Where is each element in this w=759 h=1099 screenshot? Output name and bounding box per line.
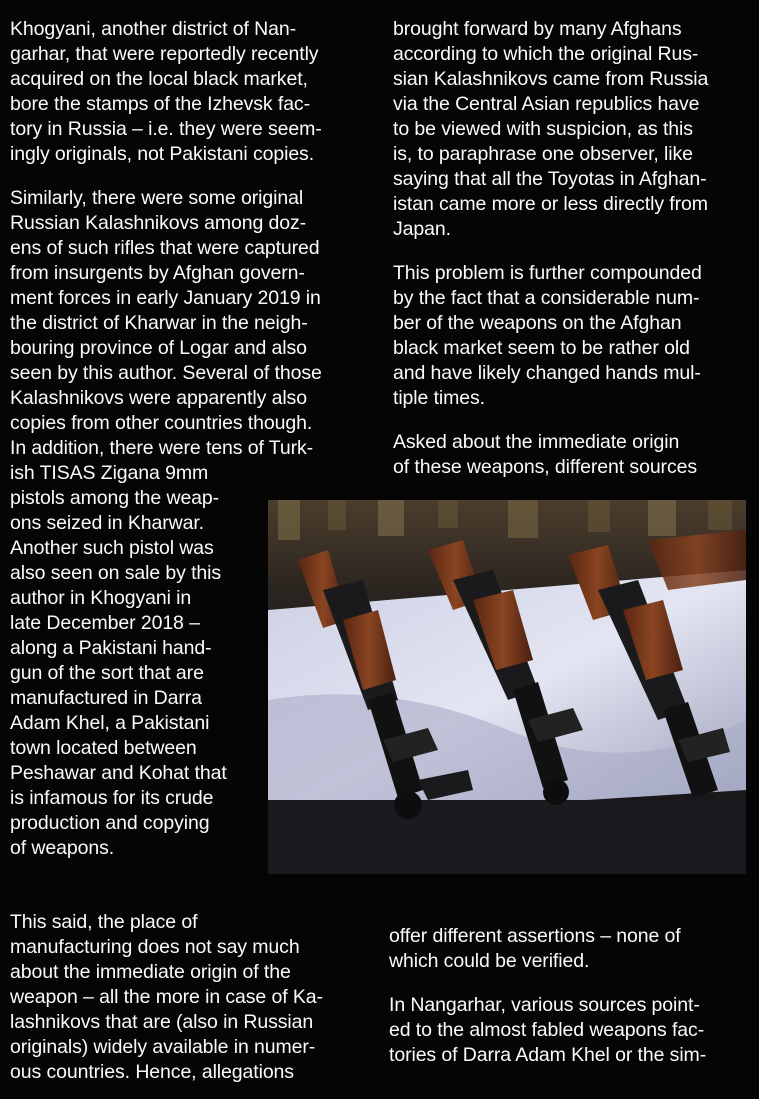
text-line: originals) widely available in numer-	[10, 1036, 316, 1058]
rifles-photo	[268, 500, 746, 874]
text-line: seen by this author. Several of those	[10, 362, 322, 384]
text-line: pistols among the weap-	[10, 487, 220, 509]
text-line: to be viewed with suspicion, as this	[393, 118, 693, 140]
text-line: offer different assertions – none of	[389, 925, 681, 947]
text-line: late December 2018 –	[10, 612, 200, 634]
text-line: tiple times.	[393, 387, 485, 409]
text-line: brought forward by many Afghans	[393, 18, 682, 40]
text-line: black market seem to be rather old	[393, 337, 690, 359]
text-line: Khogyani, another district of Nan-	[10, 18, 297, 40]
text-line: Adam Khel, a Pakistani	[10, 712, 210, 734]
text-line: which could be verified.	[389, 950, 590, 972]
text-line: Similarly, there were some original	[10, 187, 304, 209]
text-line: ons seized in Kharwar.	[10, 512, 204, 534]
text-line: and have likely changed hands mul-	[393, 362, 701, 384]
text-line: by the fact that a considerable num-	[393, 287, 700, 309]
text-line: tory in Russia – i.e. they were seem-	[10, 118, 322, 140]
text-line: according to which the original Rus-	[393, 43, 699, 65]
text-line: is, to paraphrase one observer, like	[393, 143, 693, 165]
text-line: is infamous for its crude	[10, 787, 214, 809]
text-line: bore the stamps of the Izhevsk fac-	[10, 93, 310, 115]
text-line: lashnikovs that are (also in Russian	[10, 1011, 314, 1033]
text-line: about the immediate origin of the	[10, 961, 291, 983]
seized-kalashnikov-rifles-icon	[268, 500, 746, 874]
text-line: bouring province of Logar and also	[10, 337, 307, 359]
text-line: saying that all the Toyotas in Afghan-	[393, 168, 707, 190]
text-line: garhar, that were reportedly recently	[10, 43, 319, 65]
text-line: ous countries. Hence, allegations	[10, 1061, 294, 1083]
text-line: Peshawar and Kohat that	[10, 762, 227, 784]
text-line: ens of such rifles that were captured	[10, 237, 320, 259]
text-line: copies from other countries though.	[10, 412, 313, 434]
text-line: author in Khogyani in	[10, 587, 192, 609]
text-line: Asked about the immediate origin	[393, 431, 680, 453]
text-line: ed to the almost fabled weapons fac-	[389, 1019, 705, 1041]
text-line: In addition, there were tens of Turk-	[10, 437, 314, 459]
text-line: sian Kalashnikovs came from Russia	[393, 68, 709, 90]
text-line: production and copying	[10, 812, 210, 834]
text-line: acquired on the local black market,	[10, 68, 308, 90]
text-line: gun of the sort that are	[10, 662, 204, 684]
text-line: ingly originals, not Pakistani copies.	[10, 143, 315, 165]
text-line: of these weapons, different sources	[393, 456, 697, 478]
text-line: also seen on sale by this	[10, 562, 222, 584]
text-line: the district of Kharwar in the neigh-	[10, 312, 308, 334]
text-line: weapon – all the more in case of Ka-	[10, 986, 323, 1008]
text-line: Japan.	[393, 218, 451, 240]
text-line: ment forces in early January 2019 in	[10, 287, 321, 309]
text-line: This problem is further compounded	[393, 262, 702, 284]
text-line: manufacturing does not say much	[10, 936, 300, 958]
text-line: ish TISAS Zigana 9mm	[10, 462, 209, 484]
text-line: along a Pakistani hand-	[10, 637, 212, 659]
text-line: istan came more or less directly from	[393, 193, 708, 215]
text-line: ber of the weapons on the Afghan	[393, 312, 682, 334]
text-line: In Nangarhar, various sources point-	[389, 994, 700, 1016]
text-line: via the Central Asian republics have	[393, 93, 700, 115]
text-line: Kalashnikovs were apparently also	[10, 387, 307, 409]
text-line: tories of Darra Adam Khel or the sim-	[389, 1044, 707, 1066]
text-line: of weapons.	[10, 837, 115, 859]
text-line: Russian Kalashnikovs among doz-	[10, 212, 307, 234]
text-line: This said, the place of	[10, 911, 198, 933]
text-line: town located between	[10, 737, 197, 759]
text-line: manufactured in Darra	[10, 687, 202, 709]
text-line: Another such pistol was	[10, 537, 214, 559]
text-line: from insurgents by Afghan govern-	[10, 262, 305, 284]
